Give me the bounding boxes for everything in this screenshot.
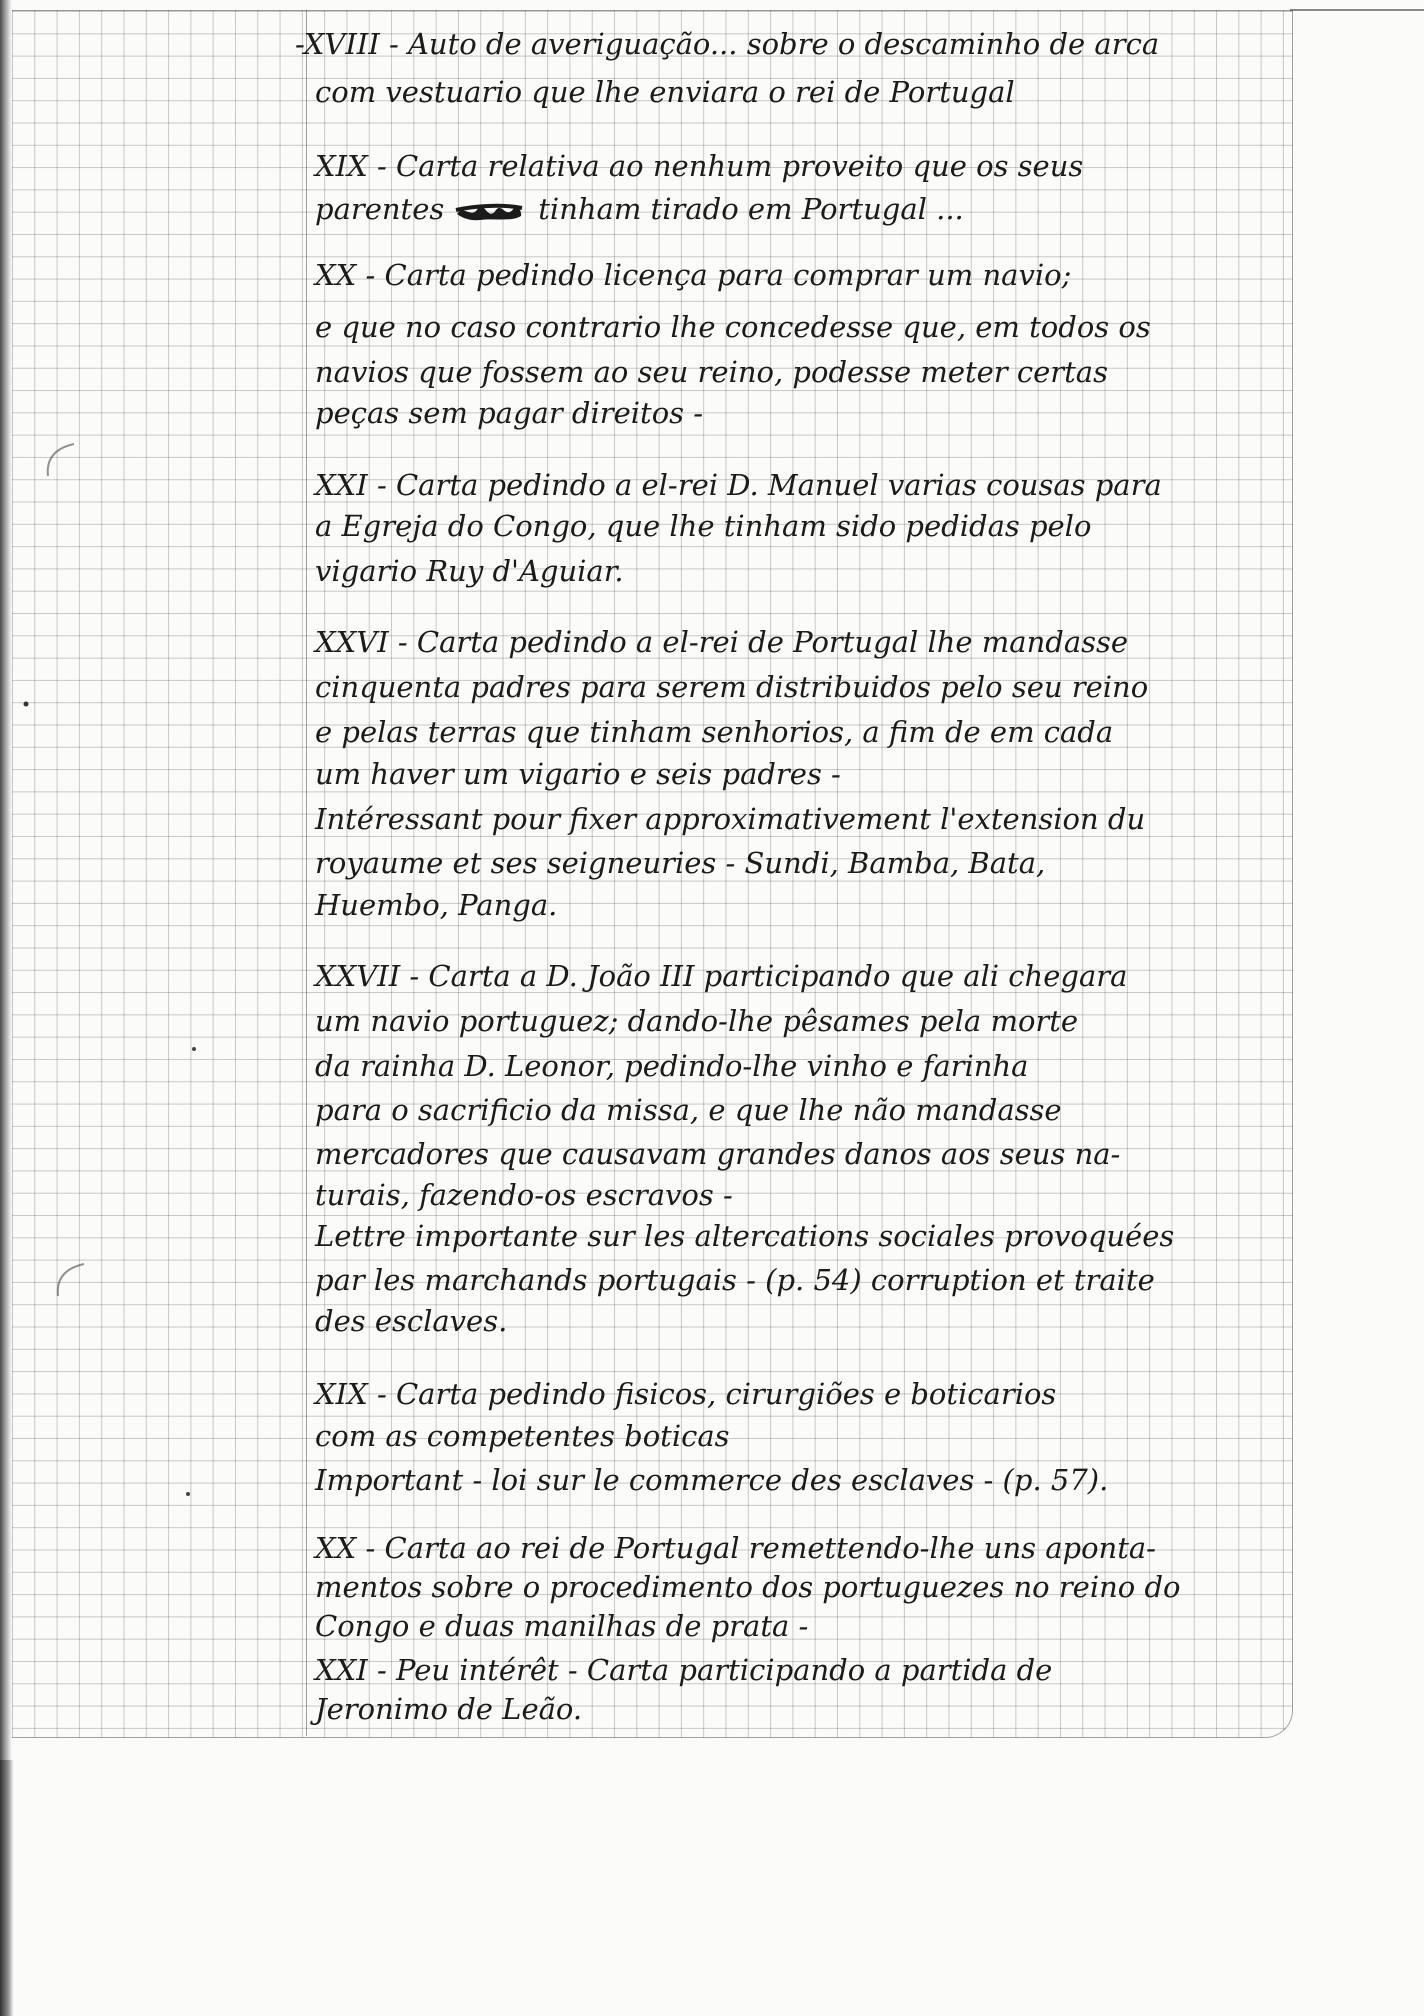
entry-xxi-line-3: vigario Ruy d'Aguiar.: [315, 554, 624, 588]
entry-xx-line-1: XX - Carta pedindo licença para comprar um navio;: [315, 258, 1072, 292]
entry-xxvii-note-line-2: par les marchands portugais - (p. 54) corruption et traite: [315, 1263, 1155, 1297]
entry-xviii-line-1: -XVIII - Auto de averiguação... sobre o descaminho de arca: [295, 27, 1160, 61]
entry-xxvii-note-line-1: Lettre importante sur les altercations sociales provoquées: [315, 1219, 1175, 1253]
entry-xx-line-4: peças sem pagar direitos -: [315, 396, 704, 430]
binding-edge-shadow: [0, 0, 12, 2016]
entry-xxvii-line-6: turais, fazendo-os escravos -: [315, 1178, 733, 1212]
entry-xxvi-line-2: cinquenta padres para serem distribuidos pelo seu reino: [315, 670, 1149, 704]
entry-xxvi-line-1: XXVI - Carta pedindo a el-rei de Portugal lhe mandasse: [315, 625, 1129, 659]
entry-xxvii-line-4: para o sacrificio da missa, e que lhe não mandasse: [315, 1093, 1062, 1127]
entry-xxvii-line-1: XXVII - Carta a D. João III participando que ali chegara: [315, 959, 1128, 993]
entry-xx-b-line-3: Congo e duas manilhas de prata -: [315, 1609, 809, 1643]
top-edge-mark: [1290, 9, 1424, 11]
entry-xx-b-line-2: mentos sobre o procedimento dos portuguezes no reino do: [315, 1570, 1181, 1604]
entry-xxvii-line-2: um navio portuguez; dando-lhe pêsames pela morte: [315, 1004, 1079, 1038]
paper-hole-mark: [50, 1260, 90, 1300]
entry-xviii-line-2: com vestuario que lhe enviara o rei de Portugal: [315, 75, 1015, 109]
entry-xxvii-line-3: da rainha D. Leonor, pedindo-lhe vinho e farinha: [315, 1049, 1029, 1083]
entry-xxvii-note-line-3: des esclaves.: [315, 1304, 508, 1338]
entry-xxvi-line-4: um haver um vigario e seis padres -: [315, 757, 841, 791]
ink-dot: [22, 700, 30, 708]
entry-xxvi-line-3: e pelas terras que tinham senhorios, a fim de em cada: [315, 715, 1114, 749]
entry-xxi-b-line-1: XXI - Peu intérêt - Carta participando a partida de: [315, 1653, 1053, 1687]
entry-xxi-b-line-2: Jeronimo de Leão.: [315, 1692, 583, 1726]
entry-xxvi-note-line-2: royaume et ses seigneuries - Sundi, Bamba, Bata,: [315, 846, 1046, 880]
entry-xxi-line-2: a Egreja do Congo, que lhe tinham sido pedidas pelo: [315, 509, 1092, 543]
entry-xix-b-note-line-1: Important - loi sur le commerce des esclaves - (p. 57).: [315, 1463, 1109, 1497]
entry-xx-line-3: navios que fossem ao seu reino, podesse meter certas: [315, 355, 1108, 389]
paper-hole-mark: [40, 440, 80, 480]
ink-dot: [184, 1490, 192, 1498]
entry-xxi-line-1: XXI - Carta pedindo a el-rei D. Manuel varias cousas para: [315, 468, 1162, 502]
entry-xxvii-line-5: mercadores que causavam grandes danos aos seus na-: [315, 1137, 1121, 1171]
entry-xix-b-line-1: XIX - Carta pedindo fisicos, cirurgiões e boticarios: [315, 1377, 1057, 1411]
ink-dot: [190, 1045, 198, 1053]
entry-xix-line-1: XIX - Carta relativa ao nenhum proveito que os seus: [315, 149, 1084, 183]
margin-rule: [306, 10, 307, 1736]
entry-xix-b-line-2: com as competentes boticas: [315, 1419, 730, 1453]
text-before-strike: parentes: [315, 192, 445, 226]
entry-xxvi-note-line-3: Huembo, Panga.: [315, 888, 558, 922]
entry-xx-b-line-1: XX - Carta ao rei de Portugal remettendo-lhe uns aponta-: [315, 1531, 1156, 1565]
struck-out-word-scribble: [454, 196, 524, 226]
entry-xxvi-note-line-1: Intéressant pour fixer approximativement l'extension du: [315, 802, 1146, 836]
text-after-strike: tinham tirado em Portugal ...: [538, 192, 964, 226]
entry-xx-line-2: e que no caso contrario lhe concedesse que, em todos os: [315, 310, 1151, 344]
entry-xix-line-2: [315, 190, 964, 228]
binding-edge-shadow-bottom: [0, 1760, 14, 2016]
